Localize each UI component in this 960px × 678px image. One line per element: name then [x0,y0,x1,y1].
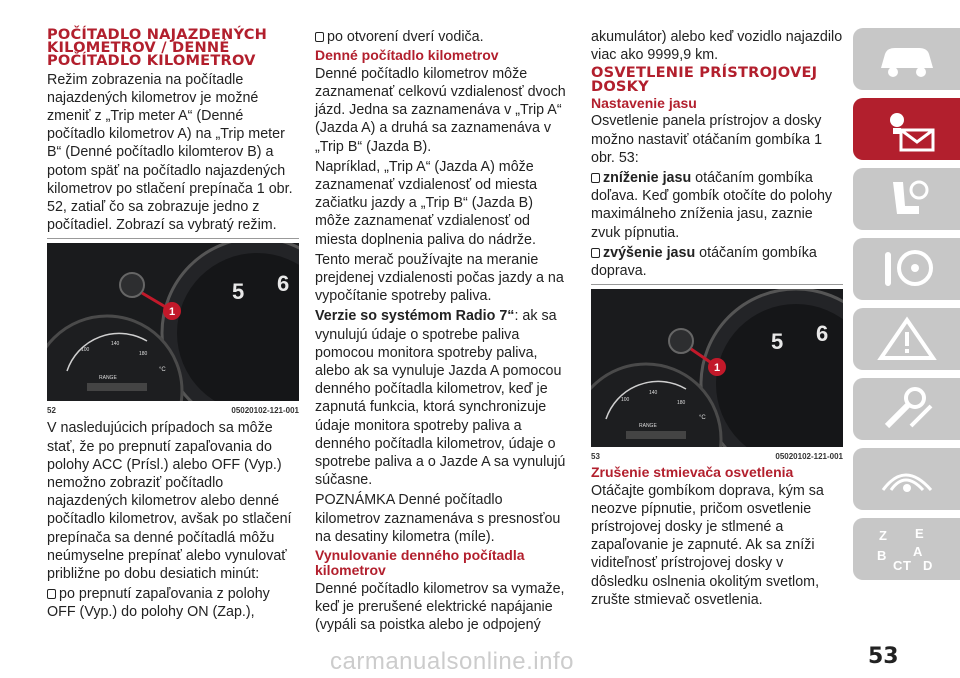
bullet-icon [591,248,600,258]
paragraph: Denné počítadlo kilometrov sa vymaže, keď je prerušené elektrické napájanie (vypáli sa poistka alebo je odpojený [315,580,565,634]
figure-code: 05020102-121-001 [775,452,843,462]
svg-text:C: C [893,558,903,572]
svg-text:T: T [903,558,911,572]
scale-label: 140 [649,390,658,397]
scale-label: 100 [81,347,90,354]
figure-caption [47,406,299,415]
svg-text:Z: Z [879,528,887,543]
scale-label: 180 [139,351,148,358]
callout-label: 1 [713,362,721,375]
gauge-digit: 6 [277,271,290,297]
bullet-icon [315,32,324,42]
subheading: Nastavenie jasu [591,94,697,111]
callout-label: 1 [168,306,176,319]
tab-driving[interactable] [853,238,960,300]
paragraph: Otáčajte gombíkom doprava, kým sa neozve pípnutie, pričom osvetlenie prístrojovej dosky je stlmené a zapaľovanie je zapnuté. Ak sa zníži viditeľnosť prístrojovej dosky v dôsledku oslnenia okolitým svetlom, zrušte stmievač osvetlenia. [591,482,824,608]
chapter-tabs [853,28,960,628]
figure-52 [47,238,299,404]
scale-label: 140 [111,341,120,348]
column-3 [591,28,843,611]
column-2 [315,28,567,637]
road-hazard-icon [875,316,939,362]
bullet-item: zníženie jasu otáčaním gombíka doľava. Keď gombík otočíte do polohy maximálneho zníženia jasu, zaznie zvuk pípnutia. [591,169,833,241]
instrument-cluster-image [591,289,843,447]
column-1 [47,28,299,624]
section-title-lighting: OSVETLENIE PRÍSTROJOVEJ DOSKY [591,64,818,95]
bullet-item: zvýšenie jasu otáčaním gombíka doprava. [591,244,817,279]
range-label: RANGE [639,423,657,430]
gauge-digit: 6 [816,321,829,347]
car-icon [875,36,939,82]
paragraph: Režim zobrazenia na počítadle najazdených kilometrov je možné zmeniť z „Trip meter A“ (Denné počítadlo kilometrov A) na „Trip meter B“ (Denné počítadlo kilomterov B) a potom späť na počítadlo najazdených kilometrov po stlačení prepínača 1 obr. 52, zatiaľ čo sa zobrazuje jedno z počítadiel. Zobrazí sa vybratý režim. [47,71,293,234]
tab-emergency[interactable] [853,308,960,370]
paragraph: V nasledujúcich prípadoch sa môže stať, že po prepnutí zapaľovania do polohy ACC (Prísl.) alebo OFF (Vyp.) nemožno zobraziť počítadlo najazdených kilometrov alebo denné počítadlo kilometrov, avšak po stlačení prepínača sa denné počítadlá môžu neúmyselne prepínať alebo vynulovať približne po dobu desiatich minút: [47,420,292,583]
note: POZNÁMKA Denné počítadlo kilometrov zaznamenáva s presnosťou na desatiny kilometra (míle). [315,492,561,545]
subheading: Vynulovanie denného počítadla kilometrov [315,546,525,579]
paragraph: Verzie so systémom Radio 7“: ak sa vynulujú údaje o spotrebe paliva pomocou monitora spotreby paliva, alebo ak sa vynuluje Jazda A pomocou denného počítadla kilometrov, keď je zapnutá funkcia, ktorá synchronizuje údaje monitora spotreby paliva a denného počítadla kilometrov, údaje o spotrebe paliva a o Jazde A sa vynulujú súčasne. [315,308,566,489]
temp-label: °C [699,415,706,422]
dashboard-warning-icon [875,106,939,152]
range-label: RANGE [99,375,117,382]
svg-text:B: B [877,548,887,563]
figure-number: 52 [47,406,56,416]
bullet-item: po prepnutí zapaľovania z polohy OFF (Vyp.) do polohy ON (Zap.), [47,586,270,621]
subheading: Denné počítadlo kilometrov [315,47,499,64]
paragraph: Napríklad, „Trip A“ (Jazda A) môže zaznamenať vzdialenosť od miesta začiatku jazdy a „Trip B“ (Jazda B) môže zaznamenať vzdialenosť od miesta doplnenia paliva do nádrže. [315,158,538,248]
scale-label: 180 [677,400,686,407]
bullet-icon [591,173,600,183]
figure-caption [591,452,843,461]
seat-safety-icon [875,176,939,222]
tab-dashboard[interactable] [853,98,960,160]
watermark: carmanualsonline.info [330,648,574,675]
bullet-item: po otvorení dverí vodiča. [315,28,567,46]
bullet-icon [47,589,56,599]
figure-53 [591,284,843,450]
page-number: 53 [868,644,899,669]
gauge-digit: 5 [771,329,784,355]
steering-key-icon [875,246,939,292]
tab-maintenance[interactable] [853,378,960,440]
tab-vehicle[interactable] [853,28,960,90]
index-letters-icon [875,526,939,572]
subheading: Zrušenie stmievača osvetlenia [591,464,794,481]
bold-label: Verzie so systémom Radio 7“ [315,308,515,325]
svg-text:E: E [915,526,924,541]
paragraph: Osvetlenie panela prístrojov a dosky možno nastaviť otáčaním gombíka 1 obr. 53: [591,113,823,166]
paragraph: Denné počítadlo kilometrov môže zaznamenať celkovú vzdialenosť dvoch jázd. Jedna sa zaznamenáva v „Trip A“ (Jazda A) a druhá sa zaznamenáva v „Trip B“ (Jazda B). [315,65,566,155]
tab-index[interactable] [853,518,960,580]
section-title-odometer: POČÍTADLO NAJAZDENÝCH KILOMETROV / DENNÉ POČÍTADLO KILOMETROV [47,26,268,70]
paragraph: akumulátor) alebo keď vozidlo najazdilo viac ako 9999,9 km. [591,29,843,64]
figure-code: 05020102-121-001 [231,406,299,416]
tools-icon [875,386,939,432]
figure-number: 53 [591,452,600,462]
scale-label: 100 [621,397,630,404]
multimedia-icon [875,456,939,502]
temp-label: °C [159,367,166,374]
paragraph: Tento merač používajte na meranie prejdenej vzdialenosti počas jazdy a na vypočítanie spotreby paliva. [315,251,564,305]
instrument-cluster-image [47,243,299,401]
gauge-digit: 5 [232,279,245,305]
tab-safety[interactable] [853,168,960,230]
svg-text:A: A [913,544,923,559]
svg-text:D: D [923,558,933,572]
tab-multimedia[interactable] [853,448,960,510]
